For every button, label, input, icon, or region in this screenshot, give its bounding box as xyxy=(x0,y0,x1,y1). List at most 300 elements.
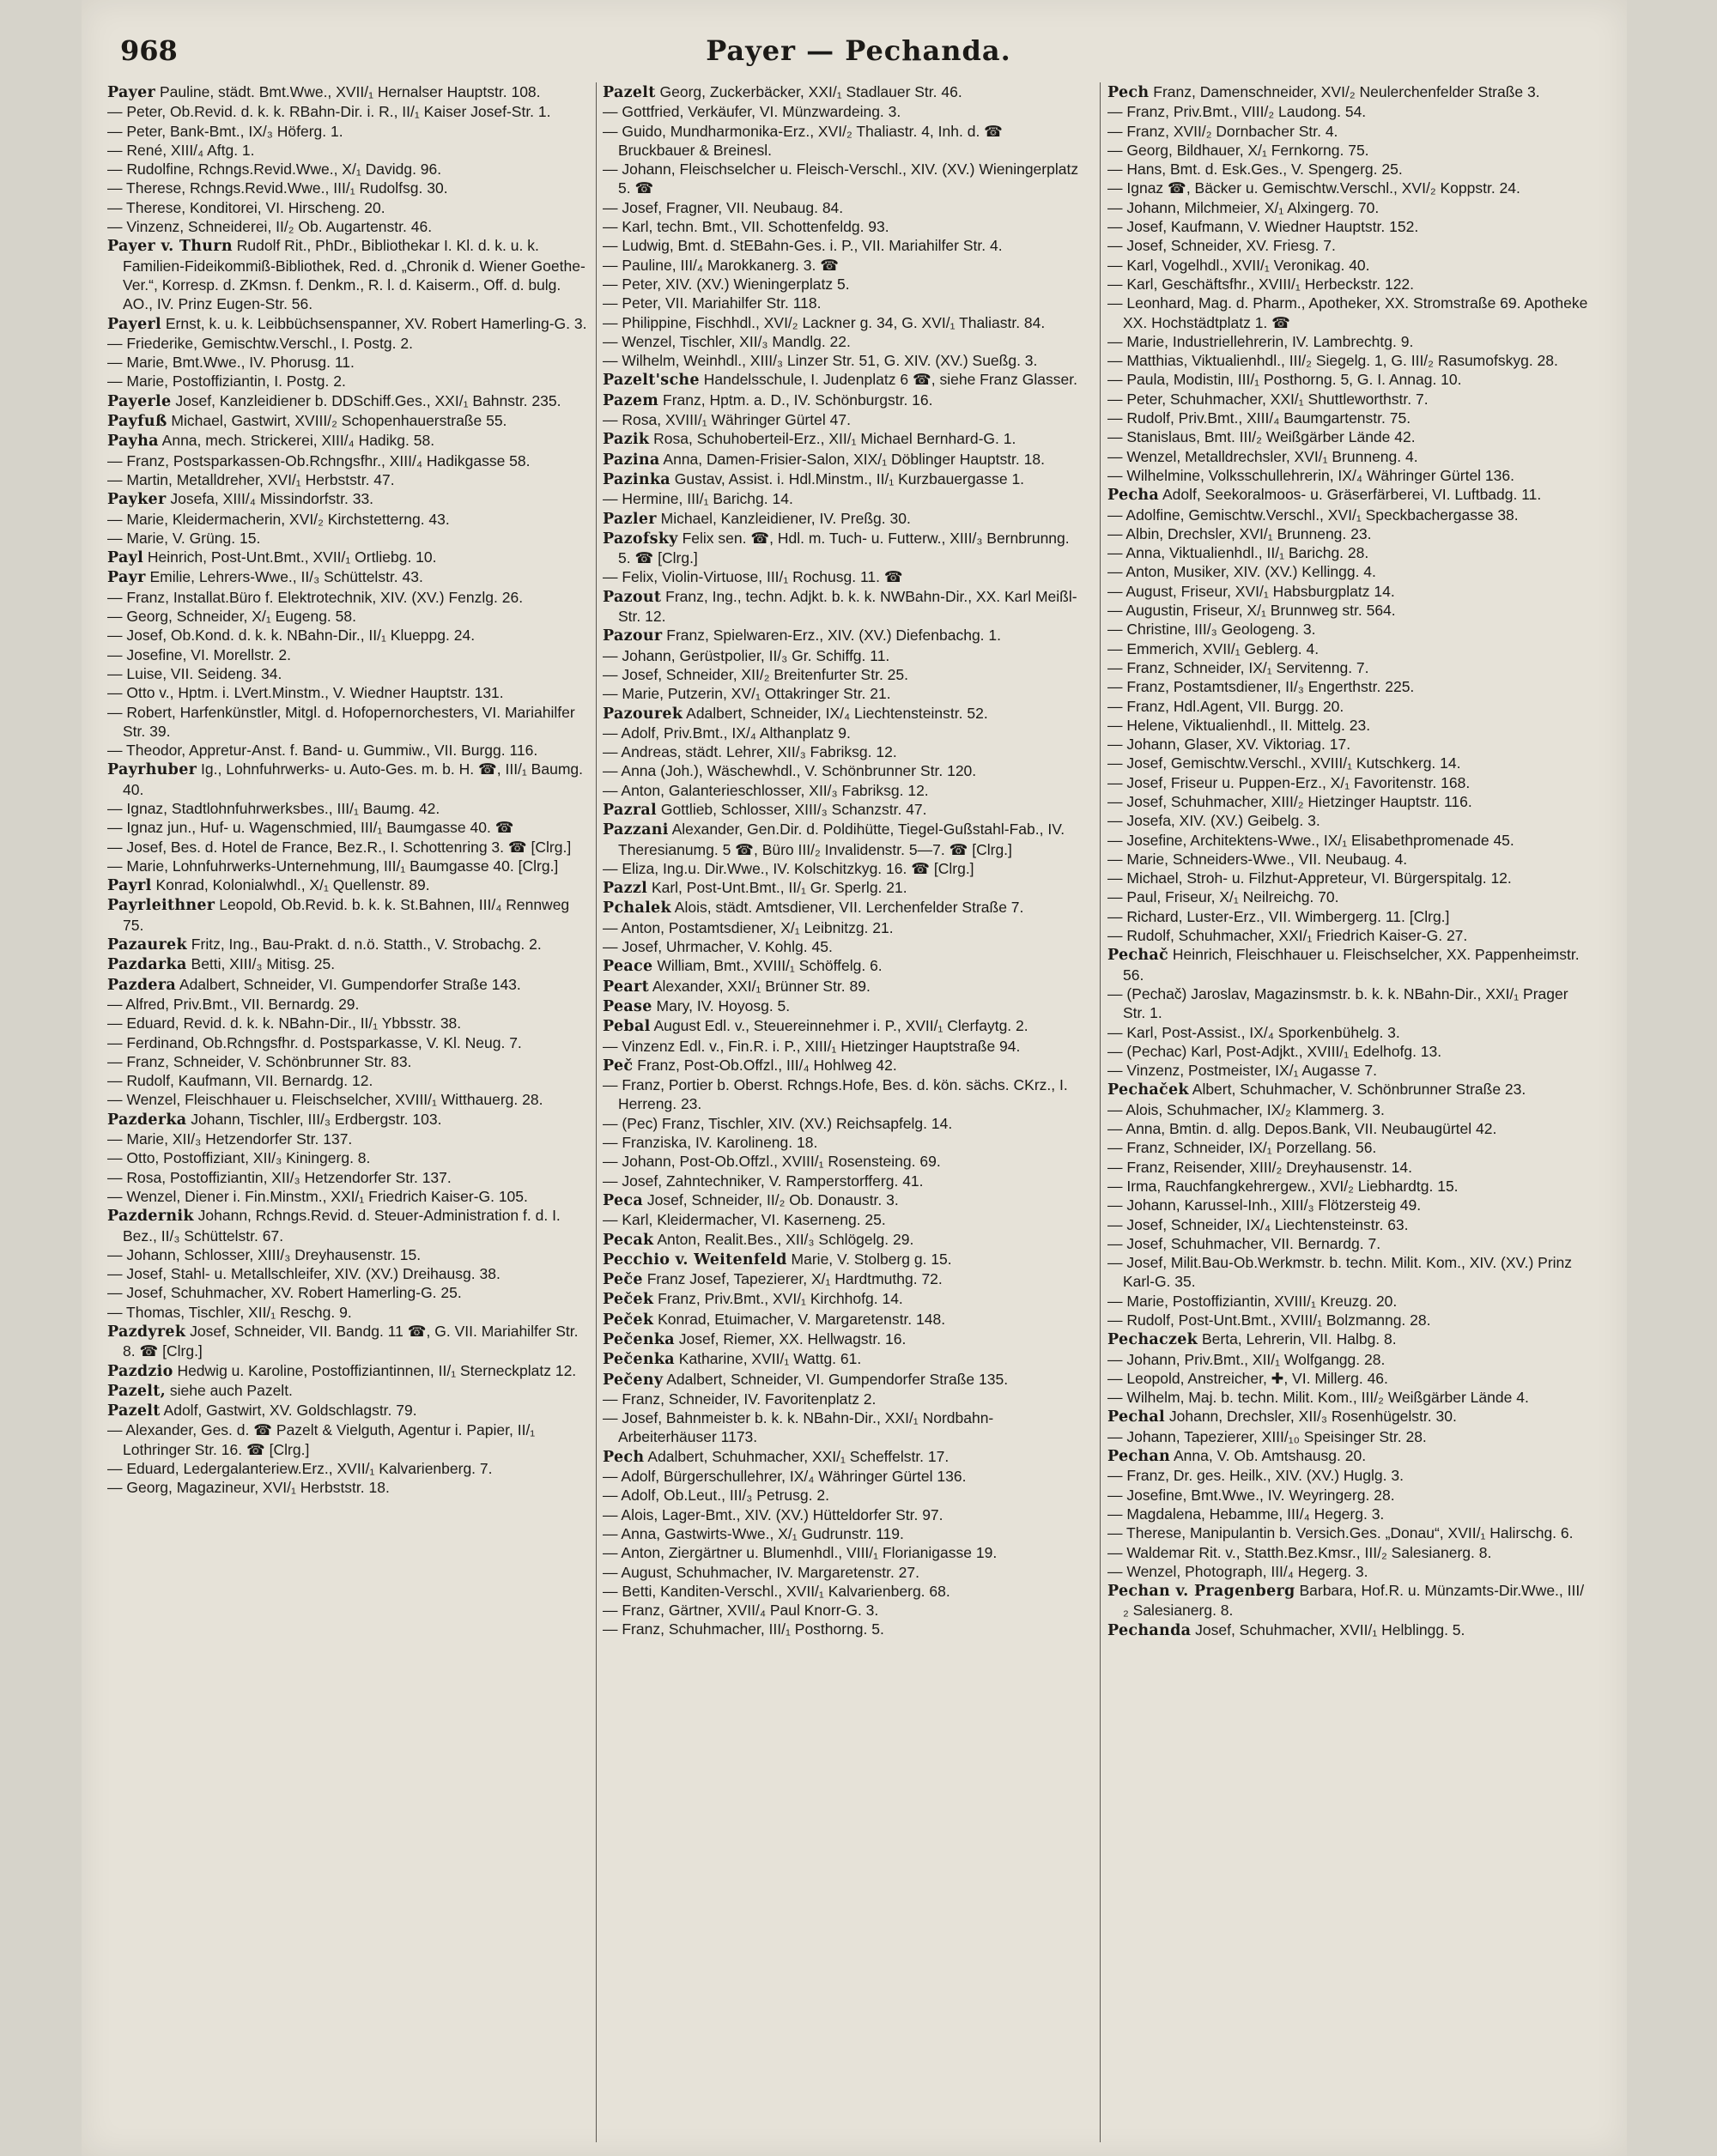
entry-details: Konrad, Kolonialwhdl., X/₁ Quellenstr. 89. xyxy=(155,876,430,894)
directory-entry xyxy=(1107,485,1588,505)
entry-details: — Franziska, IV. Karolineng. 18. xyxy=(603,1134,818,1152)
directory-entry xyxy=(107,1361,588,1381)
entry-surname: Pazelt xyxy=(107,1402,161,1420)
directory-entry xyxy=(603,1390,1083,1408)
directory-entry xyxy=(603,351,1083,370)
directory-entry xyxy=(1107,945,1588,984)
entry-details: — Waldemar Rit. v., Statth.Bez.Kmsr., III/₂ Salesianerg. 8. xyxy=(1107,1543,1492,1561)
entry-details: — Felix, Violin-Virtuose, III/₁ Rochusg. 11. ☎ xyxy=(603,568,903,586)
entry-details: Anna, V. Ob. Amtshausg. 20. xyxy=(1173,1447,1367,1465)
directory-entry xyxy=(1107,582,1588,601)
entry-surname: Payfuß xyxy=(107,413,167,431)
directory-entry xyxy=(107,1129,588,1148)
entry-details: — Michael, Stroh- u. Filzhut-Appreteur, VI. Bürgerspitalg. 12. xyxy=(1107,869,1512,887)
directory-entry xyxy=(603,410,1083,429)
entry-details: — Vinzenz, Schneiderei, II/₂ Ob. Augartenstr. 46. xyxy=(107,218,433,236)
entry-details: Adalbert, Schneider, VI. Gumpendorfer Straße 143. xyxy=(179,975,521,993)
directory-entry xyxy=(603,878,1083,898)
entry-details: — Franz, Schneider, V. Schönbrunner Str. 83. xyxy=(107,1052,412,1070)
directory-entry xyxy=(107,818,588,837)
entry-details: Katharine, XVII/₁ Wattg. 61. xyxy=(678,1350,862,1368)
entry-details: — René, XIII/₄ Aftg. 1. xyxy=(107,141,255,159)
directory-entry xyxy=(603,918,1083,937)
directory-entry xyxy=(603,1310,1083,1329)
directory-entry xyxy=(603,742,1083,761)
entry-details: — Josef, Friseur u. Puppen-Erz., X/₁ Favoritenstr. 168. xyxy=(1107,773,1471,791)
entry-details: — Adolfine, Gemischtw.Verschl., XVI/₁ Speckbachergasse 38. xyxy=(1107,506,1519,524)
entry-surname: Pazem xyxy=(603,391,659,409)
entry-details: — Robert, Harfenkünstler, Mitgl. d. Hofopernorchesters, VI. Mariahilfer Str. 39. xyxy=(107,703,575,740)
entry-surname: Peč xyxy=(603,1057,634,1075)
entry-details: Hedwig u. Karoline, Postoffiziantinnen, II/₁ Sterneckplatz 12. xyxy=(177,1361,577,1379)
directory-entry xyxy=(603,626,1083,645)
directory-entry xyxy=(1107,294,1588,332)
entry-details: August Edl. v., Steuereinnehmer i. P., XVII/₁ Clerfaytg. 2. xyxy=(653,1017,1028,1035)
entry-details: — Adolf, Bürgerschullehrer, IX/₄ Währinger Gürtel 136. xyxy=(603,1468,967,1486)
directory-entry xyxy=(1107,1427,1588,1446)
entry-details: — Josef, Stahl- u. Metallschleifer, XIV. (XV.) Dreihausg. 38. xyxy=(107,1265,501,1283)
directory-entry xyxy=(107,1148,588,1167)
directory-entry xyxy=(1107,1196,1588,1214)
entry-details: — Josef, Milit.Bau-Ob.Werkmstr. b. techn. Milit. Kom., XIV. (XV.) Prinz Karl-G. 35. xyxy=(1107,1254,1573,1291)
entry-details: Johann, Drechsler, XII/₃ Rosenhügelstr. 30. xyxy=(1168,1408,1457,1426)
directory-entry xyxy=(603,977,1083,996)
entry-details: — Johann, Priv.Bmt., XII/₁ Wolfgangg. 28. xyxy=(1107,1350,1386,1368)
column-divider xyxy=(1100,82,1101,2142)
directory-entry xyxy=(1107,102,1588,121)
entry-details: — Johann, Gerüstpolier, II/₃ Gr. Schiffg. 11. xyxy=(603,646,890,664)
directory-entry xyxy=(107,489,588,509)
entry-surname: Peček xyxy=(603,1291,654,1309)
directory-entry xyxy=(1107,1446,1588,1466)
entry-details: — Pauline, III/₄ Marokkanerg. 3. ☎ xyxy=(603,256,840,274)
directory-entry xyxy=(107,510,588,529)
directory-entry xyxy=(107,1322,588,1361)
entry-details: Berta, Lehrerin, VII. Halbg. 8. xyxy=(1201,1330,1397,1348)
directory-entry xyxy=(107,1303,588,1322)
entry-details: Konrad, Etuimacher, V. Margaretenstr. 148. xyxy=(658,1310,946,1328)
directory-entry xyxy=(107,391,588,411)
directory-entry xyxy=(603,1289,1083,1309)
directory-entry xyxy=(107,198,588,217)
entry-details: — Marie, Putzerin, XV/₁ Ottakringer Str. 21. xyxy=(603,685,891,703)
entry-surname: Pazdarka xyxy=(107,956,187,974)
entry-details: Georg, Zuckerbäcker, XXI/₁ Stadlauer Str. 46. xyxy=(659,83,962,100)
entry-details: — Wilhelm, Weinhdl., XIII/₃ Linzer Str. 51, G. XIV. (XV.) Sueßg. 3. xyxy=(603,352,1038,370)
entry-details: Josef, Schneider, VII. Bandg. 11 ☎, G. VII. Mariahilfer Str. 8. ☎ [Clrg.] xyxy=(123,1323,579,1360)
directory-entry xyxy=(603,1250,1083,1269)
entry-details: — Friederike, Gemischtw.Verschl., I. Postg. 2. xyxy=(107,334,413,352)
entry-details: — Alois, Schuhmacher, IX/₂ Klammerg. 3. xyxy=(1107,1100,1385,1118)
entry-details: — Eduard, Ledergalanteriew.Erz., XVII/₁ Kalvarienberg. 7. xyxy=(107,1460,493,1478)
directory-entry xyxy=(107,179,588,197)
directory-entry xyxy=(1107,926,1588,945)
column-divider xyxy=(596,82,597,2142)
entry-surname: Pazdzio xyxy=(107,1362,173,1380)
entry-details: Rudolf Rit., PhDr., Bibliothekar I. Kl. d. k. u. k. Familien-Fideikommiß-Bibliothek, Red. d. „Chronik d. Wiener Goethe-Ver.“, Korresp. d. ZKmsn. f. Denkm., R. l. d. Kaiserm., Off. d. bulg. AO., IV. Prinz Eugen-Str. 56. xyxy=(123,237,585,313)
entry-details: — Josef, Bahnmeister b. k. k. NBahn-Dir., XXI/₁ Nordbahn-Arbeiterhäuser 1173. xyxy=(603,1409,994,1446)
entry-surname: Pazelt, xyxy=(107,1382,167,1400)
entry-details: — Otto v., Hptm. i. LVert.Minstm., V. Wiedner Hauptstr. 131. xyxy=(107,684,504,702)
entry-details: — Franz, Portier b. Oberst. Rchngs.Hofe, Bes. d. kön. sächs. CKrz., I. Herreng. 23. xyxy=(603,1076,1068,1113)
entry-details: — Josef, Kaufmann, V. Wiedner Hauptstr. 152. xyxy=(1107,218,1419,236)
directory-entry xyxy=(1107,466,1588,485)
directory-entry xyxy=(1107,543,1588,562)
entry-details: — Karl, Kleidermacher, VI. Kaserneng. 25. xyxy=(603,1211,886,1229)
entry-details: — Franz, Schneider, IV. Favoritenplatz 2. xyxy=(603,1390,877,1408)
entry-surname: Pechan v. Pragenberg xyxy=(1107,1583,1295,1601)
directory-entry xyxy=(1107,735,1588,754)
entry-details: — Therese, Rchngs.Revid.Wwe., III/₁ Rudolfsg. 30. xyxy=(107,179,448,197)
entry-details: — Johann, Fleischselcher u. Fleisch-Verschl., XIV. (XV.) Wieningerplatz 5. ☎ xyxy=(603,160,1079,197)
directory-entry xyxy=(1107,1215,1588,1234)
entry-surname: Pech xyxy=(1107,84,1150,101)
directory-entry xyxy=(603,509,1083,529)
directory-entry xyxy=(1107,697,1588,716)
entry-details: — Anton, Ziergärtner u. Blumenhdl., VIII/₁ Florianigasse 19. xyxy=(603,1544,998,1562)
entry-surname: Pazzl xyxy=(603,880,648,898)
directory-entry xyxy=(603,82,1083,102)
entry-details: — Franz, Reisender, XIII/₂ Dreyhausenstr. 14. xyxy=(1107,1158,1413,1176)
entry-details: — Rosa, Postoffiziantin, XII/₃ Hetzendorfer Str. 137. xyxy=(107,1168,452,1186)
directory-entry xyxy=(1107,620,1588,639)
entry-details: Alexander, XXI/₁ Brünner Str. 89. xyxy=(652,977,871,995)
entry-details: Mary, IV. Hoyosg. 5. xyxy=(656,996,791,1014)
entry-details: — Marie, Kleidermacherin, XVI/₂ Kirchstetterng. 43. xyxy=(107,510,450,528)
directory-entry xyxy=(1107,1234,1588,1253)
entry-details: — Franz, Schneider, IX/₁ Servitenng. 7. xyxy=(1107,658,1369,676)
entry-details: — Franz, Priv.Bmt., VIII/₂ Laudong. 54. xyxy=(1107,103,1367,121)
entry-details: Heinrich, Fleischhauer u. Fleischselcher, XX. Pappenheimstr. 56. xyxy=(1123,946,1580,984)
directory-entry xyxy=(107,935,588,954)
directory-entry xyxy=(603,567,1083,586)
entry-details: — Josefine, VI. Morellstr. 2. xyxy=(107,645,291,663)
entry-details: — Franz, Schneider, IX/₁ Porzellang. 56. xyxy=(1107,1139,1377,1157)
entry-details: Franz Josef, Tapezierer, X/₁ Hardtmuthg. 72. xyxy=(646,1270,943,1288)
directory-entry xyxy=(107,607,588,626)
directory-entry xyxy=(603,429,1083,449)
entry-surname: Pazelt xyxy=(603,84,656,101)
entry-details: — Vinzenz, Postmeister, IX/₁ Augasse 7. xyxy=(1107,1062,1377,1080)
entry-details: — Alois, Lager-Bmt., XIV. (XV.) Hütteldorfer Str. 97. xyxy=(603,1505,943,1523)
entry-details: — Wenzel, Diener i. Fin.Minstm., XXI/₁ Friedrich Kaiser-G. 105. xyxy=(107,1187,528,1205)
directory-entry xyxy=(107,122,588,141)
directory-entry xyxy=(1107,1388,1588,1407)
entry-details: Alexander, Gen.Dir. d. Poldihütte, Tiegel-Gußstahl-Fab., IV. Theresianumg. 5 ☎, Büro III/₂ Invalidenstr. 5—7. ☎ [Clrg.] xyxy=(618,821,1065,858)
entry-details: William, Bmt., XVIII/₁ Schöffelg. 6. xyxy=(657,957,883,975)
directory-entry xyxy=(603,800,1083,820)
entry-details: — Josef, Fragner, VII. Neubaug. 84. xyxy=(603,198,844,216)
directory-entry xyxy=(1107,447,1588,466)
entry-details: — Rudolf, Post-Unt.Bmt., XVIII/₁ Bolzmanng. 28. xyxy=(1107,1311,1431,1329)
entry-details: — Josef, Gemischtw.Verschl., XVIII/₁ Kutschkerg. 14. xyxy=(1107,754,1461,772)
directory-entry xyxy=(107,411,588,431)
entry-details: — Vinzenz Edl. v., Fin.R. i. P., XIII/₁ Hietzinger Hauptstraße 94. xyxy=(603,1037,1021,1055)
entry-details: Barbara, Hof.R. u. Münzamts-Dir.Wwe., III/₂ Salesianerg. 8. xyxy=(1123,1582,1585,1620)
entry-details: — Franz, Installat.Büro f. Elektrotechnik, XIV. (XV.) Fenzlg. 26. xyxy=(107,588,524,606)
entry-details: — Gottfried, Verkäufer, VI. Münzwardeing. 3. xyxy=(603,103,901,121)
entry-details: — Georg, Schneider, X/₁ Eugeng. 58. xyxy=(107,608,356,626)
directory-entry xyxy=(1107,1023,1588,1042)
entry-surname: Pazout xyxy=(603,588,662,606)
directory-entry xyxy=(107,1283,588,1302)
entry-details: — Wilhelm, Maj. b. techn. Milit. Kom., III/₂ Weißgärber Lände 4. xyxy=(1107,1389,1529,1407)
directory-entry xyxy=(603,198,1083,217)
entry-details: Johann, Rchngs.Revid. d. Steuer-Administration f. d. I. Bez., II/₃ Schüttelstr. 67. xyxy=(123,1207,561,1245)
entry-surname: Pebal xyxy=(603,1018,651,1036)
entry-surname: Pechan xyxy=(1107,1448,1171,1466)
directory-entry xyxy=(603,275,1083,294)
directory-entry xyxy=(603,160,1083,198)
entry-details: — Peter, Bank-Bmt., IX/₃ Höferg. 1. xyxy=(107,122,343,140)
entry-surname: Payerle xyxy=(107,392,172,410)
directory-entry xyxy=(107,975,588,995)
entry-details: Franz, Hptm. a. D., IV. Schönburgstr. 16. xyxy=(663,391,933,409)
directory-entry xyxy=(107,799,588,818)
entry-details: — Georg, Magazineur, XVI/₁ Herbststr. 18. xyxy=(107,1479,390,1497)
directory-entry xyxy=(603,1543,1083,1562)
entry-details: — Karl, techn. Bmt., VII. Schottenfeldg. 93. xyxy=(603,218,889,236)
entry-details: — Josef, Schuhmacher, XV. Robert Hamerling-G. 25. xyxy=(107,1284,462,1302)
entry-details: — Johann, Schlosser, XIII/₃ Dreyhausenstr. 15. xyxy=(107,1245,422,1263)
directory-entry xyxy=(1107,1253,1588,1292)
entry-details: — Josef, Schneider, IX/₄ Liechtensteinstr. 63. xyxy=(1107,1215,1409,1233)
entry-details: Franz, Damenschneider, XVI/₂ Neulerchenfelder Straße 3. xyxy=(1153,83,1540,100)
entry-details: — Anna, Gastwirts-Wwe., X/₁ Gudrunstr. 119. xyxy=(603,1524,904,1542)
entry-details: — Johann, Glaser, XV. Viktoriag. 17. xyxy=(1107,736,1351,754)
entry-surname: Payrhuber xyxy=(107,761,197,779)
entry-details: — Marie, Postoffiziantin, XVIII/₁ Kreuzg. 20. xyxy=(1107,1292,1398,1310)
directory-entry xyxy=(1107,1158,1588,1177)
directory-entry xyxy=(603,1133,1083,1152)
running-title: Payer — Pechanda. xyxy=(706,34,1011,67)
directory-entry xyxy=(1107,1486,1588,1505)
entry-details: — Karl, Vogelhdl., XVII/₁ Veronikag. 40. xyxy=(1107,256,1370,274)
directory-entry xyxy=(603,859,1083,878)
directory-entry xyxy=(603,1467,1083,1486)
entry-surname: Pchalek xyxy=(603,899,671,918)
entry-details: — Marie, Bmt.Wwe., IV. Phorusg. 11. xyxy=(107,354,355,372)
directory-entry xyxy=(1107,524,1588,543)
entry-details: — Ferdinand, Ob.Rchngsfhr. d. Postsparkasse, V. Kl. Neug. 7. xyxy=(107,1033,522,1051)
directory-entry xyxy=(1107,390,1588,409)
directory-entry xyxy=(1107,122,1588,141)
directory-entry xyxy=(107,645,588,664)
entry-details: Marie, V. Stolberg g. 15. xyxy=(791,1250,952,1268)
directory-entry xyxy=(1107,236,1588,255)
directory-entry xyxy=(107,1052,588,1071)
entry-surname: Pazik xyxy=(603,431,650,449)
entry-details: — Peter, Schuhmacher, XXI/₁ Shuttleworthstr. 7. xyxy=(1107,390,1429,408)
directory-entry xyxy=(1107,1350,1588,1369)
entry-details: — Johann, Milchmeier, X/₁ Alxingerg. 70. xyxy=(1107,198,1380,216)
directory-entry xyxy=(603,1408,1083,1447)
entry-details: — Hans, Bmt. d. Esk.Ges., V. Spengerg. 25. xyxy=(1107,160,1403,179)
entry-details: — Franz, Postamtsdiener, II/₃ Engerthstr. 225. xyxy=(1107,678,1415,696)
entry-details: — Georg, Bildhauer, X/₁ Fernkorng. 75. xyxy=(1107,141,1369,159)
entry-details: — Anton, Postamtsdiener, X/₁ Leibnitzg. 21. xyxy=(603,918,894,936)
entry-details: — Rudolf, Schuhmacher, XXI/₁ Friedrich Kaiser-G. 27. xyxy=(1107,927,1468,945)
entry-details: — Ignaz, Stadtlohnfuhrwerksbes., III/₁ Baumg. 42. xyxy=(107,799,440,817)
column-right xyxy=(1107,82,1588,2142)
directory-entry xyxy=(1107,773,1588,792)
directory-entry xyxy=(107,82,588,102)
directory-entry xyxy=(107,236,588,313)
entry-details: Michael, Kanzleidiener, IV. Preßg. 30. xyxy=(660,509,911,527)
directory-entry xyxy=(1107,179,1588,197)
directory-entry xyxy=(1107,907,1588,926)
entry-surname: Payerl xyxy=(107,315,161,333)
directory-entry xyxy=(107,217,588,236)
entry-surname: Pazourek xyxy=(603,705,683,723)
directory-entry xyxy=(603,1349,1083,1369)
directory-entry xyxy=(107,995,588,1014)
entry-surname: Pečenka xyxy=(603,1351,675,1369)
directory-entry xyxy=(1107,1466,1588,1485)
page-number: 968 xyxy=(120,34,178,67)
entry-surname: Pazina xyxy=(603,451,660,469)
entry-details: Anton, Realit.Bes., XII/₃ Schlögelg. 29. xyxy=(657,1230,914,1248)
entry-surname: Pease xyxy=(603,997,652,1015)
entry-surname: Payer v. Thurn xyxy=(107,238,233,256)
directory-entry xyxy=(603,370,1083,390)
entry-surname: Pazzani xyxy=(603,821,669,839)
directory-entry xyxy=(603,724,1083,742)
entry-details: — Matthias, Viktualienhdl., III/₂ Siegelg. 1, G. III/₂ Rasumofskyg. 28. xyxy=(1107,352,1558,370)
entry-details: — Franz, Gärtner, XVII/₄ Paul Knorr-G. 3. xyxy=(603,1602,879,1620)
directory-entry xyxy=(107,529,588,548)
entry-surname: Pecak xyxy=(603,1231,654,1249)
entry-details: — Ludwig, Bmt. d. StEBahn-Ges. i. P., VII. Mariahilfer Str. 4. xyxy=(603,237,1003,255)
entry-details: — August, Friseur, XVI/₁ Habsburgplatz 14. xyxy=(1107,582,1395,600)
entry-details: — Hermine, III/₁ Barichg. 14. xyxy=(603,490,793,508)
entry-surname: Pazofsky xyxy=(603,530,678,548)
directory-entry xyxy=(107,353,588,372)
entry-details: — Eduard, Revid. d. k. k. NBahn-Dir., II/₁ Ybbsstr. 38. xyxy=(107,1014,462,1033)
entry-details: Adolf, Seekoralmoos- u. Gräserfärberei, VI. Luftbadg. 11. xyxy=(1162,486,1542,504)
entry-details: — Karl, Post-Assist., IX/₄ Sporkenbühelg. 3. xyxy=(1107,1023,1400,1041)
directory-entry xyxy=(1107,1369,1588,1388)
entry-surname: Payrl xyxy=(107,877,152,895)
entry-details: — Alexander, Ges. d. ☎ Pazelt & Vielguth, Agentur i. Papier, II/₁ Lothringer Str. 16. ☎ [Clrg.] xyxy=(107,1421,536,1458)
entry-surname: Pazdera xyxy=(107,976,176,994)
entry-details: Emilie, Lehrers-Wwe., II/₃ Schüttelstr. 43. xyxy=(149,568,423,586)
entry-surname: Pecha xyxy=(1107,487,1160,505)
entry-details: Adalbert, Schneider, IX/₄ Liechtensteinstr. 52. xyxy=(686,704,988,722)
entry-surname: Pazdyrek xyxy=(107,1323,186,1341)
directory-entry xyxy=(603,646,1083,665)
directory-entry xyxy=(1107,256,1588,275)
entry-details: — Therese, Manipulantin b. Versich.Ges. „Donau“, XVII/₁ Halirschg. 6. xyxy=(1107,1524,1574,1542)
entry-surname: Pazler xyxy=(603,510,657,528)
entry-details: — Josef, Bes. d. Hotel de France, Bez.R., I. Schottenring 3. ☎ [Clrg.] xyxy=(107,838,572,856)
entry-details: — Marie, Lohnfuhrwerks-Unternehmung, III/₁ Baumgasse 40. [Clrg.] xyxy=(107,857,559,875)
entry-surname: Peče xyxy=(603,1271,643,1289)
directory-entry xyxy=(603,1329,1083,1349)
entry-details: — Philippine, Fischhdl., XVI/₂ Lackner g. 34, G. XVI/₁ Thaliastr. 84. xyxy=(603,313,1046,331)
entry-details: — Josefine, Bmt.Wwe., IV. Weyringerg. 28. xyxy=(1107,1486,1395,1504)
directory-entry xyxy=(603,704,1083,724)
entry-details: — Wilhelmine, Volksschullehrerin, IX/₄ Währinger Gürtel 136. xyxy=(1107,466,1514,484)
entry-details: Ig., Lohnfuhrwerks- u. Auto-Ges. m. b. H. ☎, III/₁ Baumg. 40. xyxy=(123,760,583,798)
entry-details: — Wenzel, Photograph, III/₄ Hegerg. 3. xyxy=(1107,1562,1368,1580)
entry-details: — Peter, Ob.Revid. d. k. k. RBahn-Dir. i. R., II/₁ Kaiser Josef-Str. 1. xyxy=(107,103,551,121)
directory-entry xyxy=(1107,1329,1588,1349)
entry-details: Franz, Priv.Bmt., XVI/₁ Kirchhofg. 14. xyxy=(658,1290,903,1308)
entry-surname: Pechanda xyxy=(1107,1621,1192,1639)
directory-entry xyxy=(603,313,1083,332)
entry-details: — Leonhard, Mag. d. Pharm., Apotheker, XX. Stromstraße 69. Apotheke XX. Hochstädtplatz 1. ☎ xyxy=(1107,294,1588,331)
entry-details: Josefa, XIII/₄ Missindorfstr. 33. xyxy=(170,490,374,508)
directory-entry xyxy=(107,314,588,334)
entry-details: — Josef, Zahntechniker, V. Ramperstorfferg. 41. xyxy=(603,1172,924,1190)
directory-entry xyxy=(603,1505,1083,1524)
entry-details: — Betti, Kanditen-Verschl., XVII/₁ Kalvarienberg. 68. xyxy=(603,1582,950,1600)
directory-entry xyxy=(603,1075,1083,1114)
directory-entry xyxy=(1107,1620,1588,1640)
entry-details: — Leopold, Anstreicher, ✚, VI. Millerg. 46. xyxy=(1107,1369,1388,1387)
entry-details: — Rudolf, Priv.Bmt., XIII/₄ Baumgartenstr. 75. xyxy=(1107,409,1411,427)
directory-entry xyxy=(1107,716,1588,735)
directory-entry xyxy=(107,741,588,760)
entry-details: Alois, städt. Amtsdiener, VII. Lerchenfelder Straße 7. xyxy=(674,899,1024,917)
directory-entry xyxy=(107,1033,588,1052)
entry-details: — Johann, Karussel-Inh., XIII/₃ Flötzersteig 49. xyxy=(1107,1196,1422,1214)
entry-details: — Franz, Dr. ges. Heilk., XIV. (XV.) Huglg. 3. xyxy=(1107,1467,1404,1485)
directory-entry xyxy=(107,1090,588,1109)
entry-surname: Pechaček xyxy=(1107,1081,1189,1099)
entry-details: — Guido, Mundharmonika-Erz., XVI/₂ Thaliastr. 4, Inh. d. ☎ Bruckbauer & Breinesl. xyxy=(603,122,1003,159)
directory-entry xyxy=(1107,1523,1588,1542)
entry-surname: Peart xyxy=(603,978,649,996)
directory-entry xyxy=(603,1016,1083,1036)
entry-details: siehe auch Pazelt. xyxy=(169,1381,293,1399)
directory-entry xyxy=(1107,1311,1588,1329)
directory-entry xyxy=(1107,1080,1588,1099)
directory-entry xyxy=(1107,1505,1588,1523)
entry-details: Johann, Tischler, III/₃ Erdbergstr. 103. xyxy=(191,1110,442,1128)
directory-entry xyxy=(603,1563,1083,1582)
directory-entry xyxy=(603,469,1083,489)
entry-details: — Josef, Uhrmacher, V. Kohlg. 45. xyxy=(603,938,833,956)
directory-entry xyxy=(603,1152,1083,1171)
entry-details: — Franz, XVII/₂ Dornbacher Str. 4. xyxy=(1107,122,1338,140)
directory-entry xyxy=(1107,1292,1588,1311)
entry-surname: Payrleithner xyxy=(107,897,215,915)
entry-details: — Theodor, Appretur-Anst. f. Band- u. Gummiw., VII. Burgg. 116. xyxy=(107,742,538,760)
directory-entry xyxy=(107,1168,588,1187)
directory-entry xyxy=(107,470,588,489)
entry-details: — Andreas, städt. Lehrer, XII/₃ Fabriksg. 12. xyxy=(603,743,897,761)
entry-details: — Franz, Hdl.Agent, VII. Burgg. 20. xyxy=(1107,697,1344,715)
directory-entry xyxy=(603,665,1083,684)
directory-entry xyxy=(107,703,588,742)
directory-entry xyxy=(1107,427,1588,446)
directory-entry xyxy=(603,1190,1083,1210)
directory-entry xyxy=(1107,792,1588,811)
directory-entry xyxy=(1107,639,1588,658)
directory-entry xyxy=(603,391,1083,410)
directory-entry xyxy=(107,588,588,607)
entry-details: Rosa, Schuhoberteil-Erz., XII/₁ Michael Bernhard-G. 1. xyxy=(653,430,1016,448)
entry-details: — Josefa, XIV. (XV.) Geibelg. 3. xyxy=(1107,812,1320,830)
entry-surname: Payer xyxy=(107,84,156,101)
entry-details: — Franz, Schuhmacher, III/₁ Posthorng. 5. xyxy=(603,1620,884,1638)
directory-entry xyxy=(1107,217,1588,236)
directory-entry xyxy=(107,895,588,935)
directory-entry xyxy=(1107,1177,1588,1196)
directory-entry xyxy=(107,1071,588,1090)
